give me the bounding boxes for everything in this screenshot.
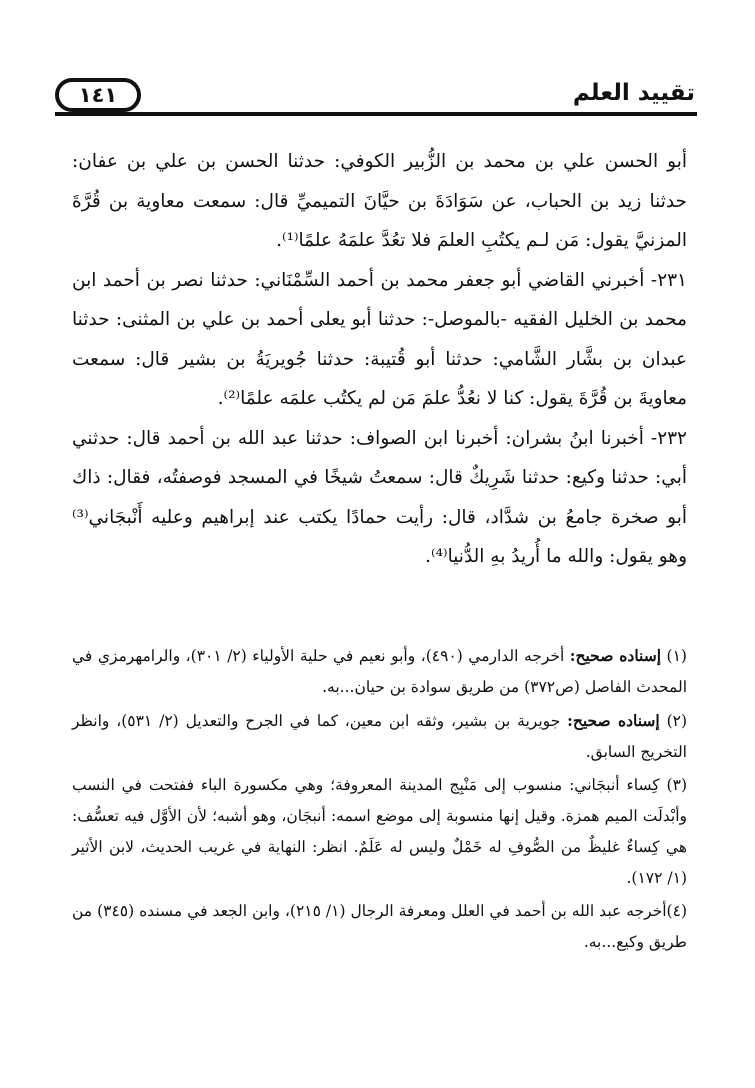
footnote-label: إسناده صحيح:: [567, 711, 660, 730]
footnote-number: (٤): [666, 902, 687, 920]
paragraph-232: ٢٣٢- أخبرنا ابنُ بشران: أخبرنا ابن الصواف: حدثنا عبد الله بن أحمد قال: حدثني أبي: حدثنا وكيع: حدثنا شَرِيكٌ قال: سمعتُ شيخًا في المسجد فوصفتُه، فقال: ذاك أبو صخرة جامعُ بن شدَّاد، قال: رأيت حمادًا يكتب عند إبراهيم وعليه أَنْبجَاني⁽³⁾ وهو يقول: والله ما أُريدُ بهِ الدُّنيا⁽⁴⁾.: [72, 427, 687, 567]
footnote-3: [72, 770, 687, 894]
footnote-1: [72, 640, 687, 703]
book-title: تقييد العلم: [572, 80, 695, 106]
footnote-number: (١): [666, 647, 687, 665]
footnote-text: أخرجه الدارمي (٤٩٠)، وأبو نعيم في حلية الأولياء (٢/ ٣٠١)، والرامهرمزي في المحدث الفاصل (ص٣٧٢) من طريق سوادة بن حيان...به.: [72, 647, 687, 696]
footnotes: [72, 640, 687, 960]
footnote-2: [72, 705, 687, 768]
footnote-text: جويرية بن بشير، وثقه ابن معين، كما في الجرح والتعديل (٢/ ٥٣١)، وانظر التخريج السابق.: [72, 712, 687, 761]
footnote-text: كِساء أنبجَاني: منسوب إلى مَنْبِج المدينة المعروفة؛ وهي مكسورة الباء ففتحت في النسب وأبْدلَت الميم همزة. وقيل إنها منسوبة إلى موضع اسمه: أنبجَان، وهو أشبه؛ لأن الأوَّل فيه تعسُّف: هي كِساءٌ غليظٌ من الصُّوفِ له خَمْلٌ وليس له عَلَمٌ. انظر: النهاية في غريب الحديث، لابن الأثير (١/ ١٧٢).: [72, 776, 687, 887]
footnote-4: [72, 896, 687, 958]
paragraph-231: ٢٣١- أخبرني القاضي أبو جعفر محمد بن أحمد السِّمْنَاني: حدثنا نصر بن أحمد ابن محمد بن الخليل الفقيه -بالموصل-: حدثنا أبو يعلى أحمد بن علي بن المثنى: حدثنا عبدان بن بشَّار الشَّامي: حدثنا أبو قُتيبة: حدثنا جُويريَةُ بن بشير قال: سمعت معاويةَ بن قُرَّةَ يقول: كنا لا نعُدُّ علمَ مَن لم يكتُب علمَه علمًا⁽²⁾.: [72, 269, 687, 409]
page-header: [0, 0, 755, 120]
footnote-number: (٣): [666, 776, 687, 794]
footnote-label: إسناده صحيح:: [569, 646, 662, 665]
page-number: ١٤١: [55, 78, 141, 112]
main-text: [72, 142, 687, 577]
header-rule: [55, 112, 697, 116]
footnote-text: أخرجه عبد الله بن أحمد في العلل ومعرفة الرجال (١/ ٢١٥)، وابن الجعد في مسنده (٣٤٥) من طريق وكيع...به.: [72, 902, 687, 951]
footnote-number: (٢): [666, 712, 688, 730]
paragraph-1: أبو الحسن علي بن محمد بن الزُّبير الكوفي: حدثنا الحسن بن علي بن عفان: حدثنا زيد بن الحباب، عن سَوَادَةَ بن حيَّانَ التميميِّ قال: سمعت معاوية بن قُرَّةَ المزنيَّ يقول: مَن لـم يكتُبِ العلمَ فلا تعُدَّ علمَهُ علمًا⁽¹⁾.: [72, 151, 687, 251]
